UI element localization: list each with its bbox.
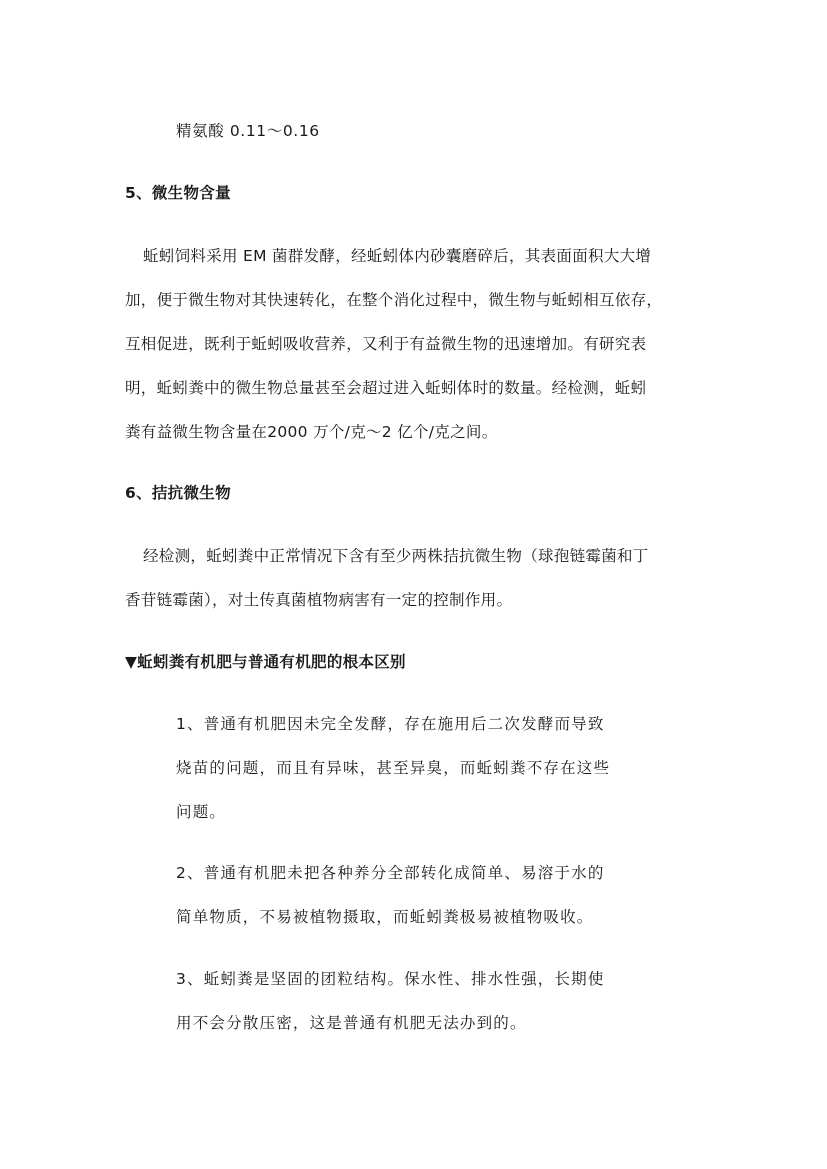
section-5-paragraph-line-5: 粪有益微生物含量在2000 万个/克～2 亿个/克之间。 bbox=[125, 423, 498, 441]
comparison-item-1-line-3: 问题。 bbox=[176, 803, 227, 821]
comparison-item-1-line-2: 烧苗的问题，而且有异味，甚至异臭，而蚯蚓粪不存在这些 bbox=[176, 759, 611, 777]
comparison-item-2-line-2: 简单物质，不易被植物摄取，而蚯蚓粪极易被植物吸收。 bbox=[176, 908, 594, 926]
section-6-heading: 6、拮抗微生物 bbox=[125, 484, 231, 502]
section-6-paragraph-line-2: 香苷链霉菌），对土传真菌植物病害有一定的控制作用。 bbox=[125, 591, 513, 609]
section-5-paragraph-line-2: 加，便于微生物对其快速转化，在整个消化过程中，微生物与蚯蚓相互依存， bbox=[125, 291, 663, 309]
section-5-paragraph-line-1: 蚯蚓饲料采用 EM 菌群发酵，经蚯蚓体内砂囊磨碎后，其表面面积大大增 bbox=[143, 247, 652, 265]
section-5-heading: 5、微生物含量 bbox=[125, 184, 231, 202]
arginine-value-line: 精氨酸 0.11～0.16 bbox=[176, 122, 320, 140]
comparison-heading: ▼蚯蚓粪有机肥与普通有机肥的根本区别 bbox=[125, 653, 406, 671]
comparison-item-3-line-1: 3、蚯蚓粪是坚固的团粒结构。保水性、排水性强，长期使 bbox=[176, 970, 605, 988]
comparison-item-1-line-1: 1、普通有机肥因未完全发酵，存在施用后二次发酵而导致 bbox=[176, 715, 605, 733]
comparison-item-2-line-1: 2、普通有机肥未把各种养分全部转化成简单、易溶于水的 bbox=[176, 864, 605, 882]
comparison-item-3-line-2: 用不会分散压密，这是普通有机肥无法办到的。 bbox=[176, 1014, 527, 1032]
section-6-paragraph-line-1: 经检测，蚯蚓粪中正常情况下含有至少两株拮抗微生物（球孢链霉菌和丁 bbox=[143, 547, 649, 565]
section-5-paragraph-line-3: 互相促进，既利于蚯蚓吸收营养，又利于有益微生物的迅速增加。有研究表 bbox=[125, 335, 647, 353]
section-5-paragraph-line-4: 明，蚯蚓粪中的微生物总量甚至会超过进入蚯蚓体时的数量。经检测，蚯蚓 bbox=[125, 379, 647, 397]
